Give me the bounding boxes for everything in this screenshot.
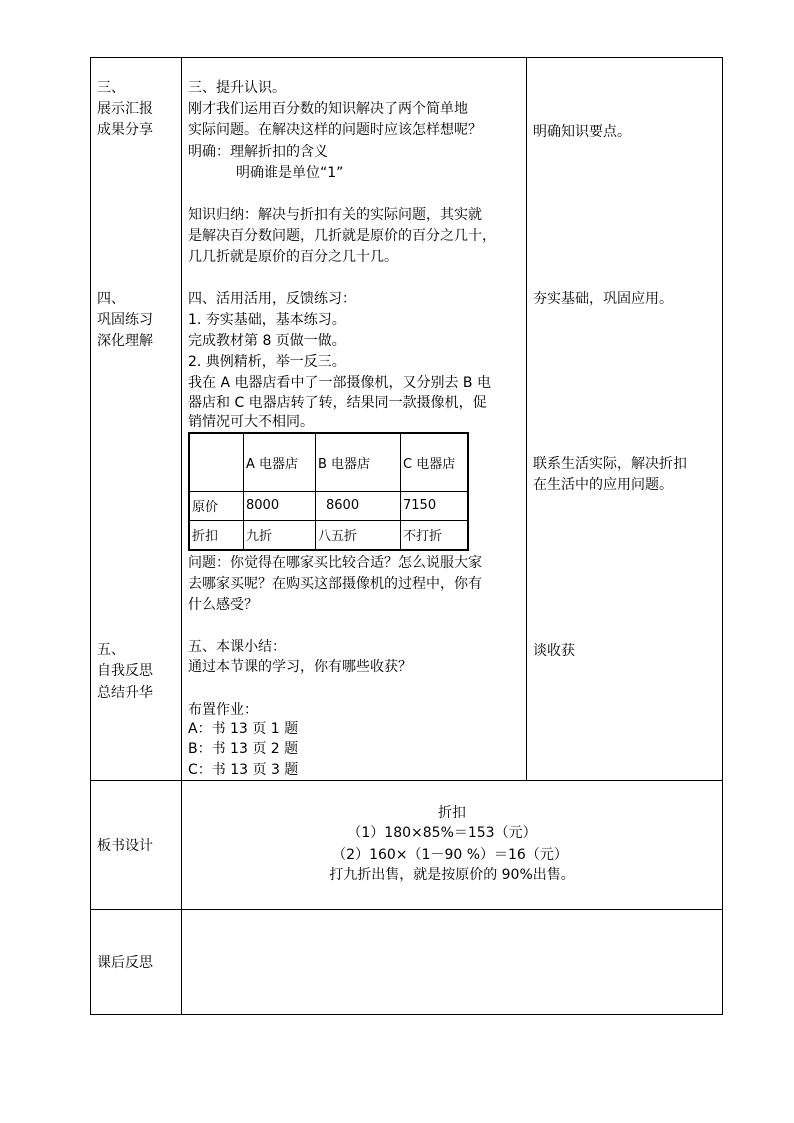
table-cell: 8000 xyxy=(244,491,316,520)
section4-content-line: 1. 夯实基础，基本练习。 xyxy=(188,312,346,328)
outer-border-top xyxy=(90,57,723,58)
outer-border-left xyxy=(90,57,91,1015)
reflection-content-area[interactable] xyxy=(183,911,721,1013)
section5-content-line: B：书 13 页 2 题 xyxy=(188,741,299,757)
table-header-cell xyxy=(189,433,244,491)
section3-content-line: 明确：理解折扣的含义 xyxy=(188,144,328,160)
store-price-table xyxy=(188,432,469,549)
section5-content-line: C：书 13 页 3 题 xyxy=(188,762,299,778)
table-cell: 7150 xyxy=(401,491,469,520)
section5-step-title-line1: 自我反思 xyxy=(97,663,153,679)
section4-content-line: 2. 典例精析，举一反三。 xyxy=(188,354,346,370)
section3-note: 明确知识要点。 xyxy=(533,124,631,140)
table-cell: 8600 xyxy=(316,491,401,520)
board-title: 折扣 xyxy=(438,805,466,821)
section4-content-line: 我在 A 电器店看中了一部摄像机，又分别去 B 电 xyxy=(188,375,491,391)
section5-content-line: 五、本课小结： xyxy=(188,639,286,655)
table-header-cell: B 电器店 xyxy=(316,433,401,491)
section4-note-line: 在生活中的应用问题。 xyxy=(533,477,673,493)
board-line: （1）180×85%＝153（元） xyxy=(347,825,537,841)
section3-content-line: 三、提升认识。 xyxy=(188,80,286,96)
section4-step-title-line2: 深化理解 xyxy=(97,333,153,349)
section4-question-line: 去哪家买呢？在购买这部摄像机的过程中，你有 xyxy=(188,576,482,592)
section4-question-line: 什么感受？ xyxy=(188,597,258,613)
section3-content-line: 明确谁是单位“1” xyxy=(236,165,344,181)
board-line: （2）160×（1－90 %）＝16（元） xyxy=(332,847,568,863)
column-divider-2 xyxy=(526,57,527,780)
section4-step-title-line1: 巩固练习 xyxy=(97,312,153,328)
table-cell: 不打折 xyxy=(401,520,469,550)
section3-content-line: 实际问题。在解决这样的问题时应该怎样想呢？ xyxy=(188,122,482,138)
board-line: 打九折出售，就是按原价的 90%出售。 xyxy=(329,867,575,883)
section4-content-line: 四、活用活用，反馈练习： xyxy=(188,291,356,307)
table-cell: 九折 xyxy=(244,520,316,550)
section4-question-line: 问题：你觉得在哪家买比较合适？怎么说服大家 xyxy=(188,555,482,571)
section4-content-line: 完成教材第 8 页做一做。 xyxy=(188,333,346,349)
section3-step-title-line2: 成果分享 xyxy=(97,122,153,138)
section3-step-number: 三、 xyxy=(97,80,125,96)
section3-content-line: 刚才我们运用百分数的知识解决了两个简单地 xyxy=(188,101,468,117)
board-design-label: 板书设计 xyxy=(97,838,153,854)
table-header-cell: C 电器店 xyxy=(401,433,469,491)
row-divider-board xyxy=(90,780,723,781)
row-divider-reflection xyxy=(90,909,723,910)
section3-step-title-line1: 展示汇报 xyxy=(97,101,153,117)
table-header-cell: A 电器店 xyxy=(244,433,316,491)
section4-content-line: 销情况可大不相同。 xyxy=(188,414,314,430)
section4-step-number: 四、 xyxy=(97,291,125,307)
section5-step-number: 五、 xyxy=(97,642,125,658)
section3-content-line: 几几折就是原价的百分之几十几。 xyxy=(188,249,398,265)
section4-content-line: 器店和 C 电器店转了转，结果同一款摄像机，促 xyxy=(188,395,487,411)
section4-note-line: 联系生活实际，解决折扣 xyxy=(533,456,687,472)
section5-step-title-line2: 总结升华 xyxy=(97,685,153,701)
table-cell: 折扣 xyxy=(189,520,244,550)
reflection-label: 课后反思 xyxy=(97,955,153,971)
section5-note: 谈收获 xyxy=(533,643,575,659)
table-cell: 原价 xyxy=(189,491,244,520)
section5-content-line: 通过本节课的学习，你有哪些收获？ xyxy=(188,659,412,675)
outer-border-bottom xyxy=(90,1014,723,1015)
section5-content-line: A：书 13 页 1 题 xyxy=(188,721,299,737)
table-cell: 八五折 xyxy=(316,520,401,550)
section5-content-line: 布置作业： xyxy=(188,702,258,718)
section3-content-line: 知识归纳：解决与折扣有关的实际问题，其实就 xyxy=(188,207,482,223)
outer-border-right xyxy=(722,57,723,1015)
section4-note: 夯实基础，巩固应用。 xyxy=(533,291,673,307)
section3-content-line: 是解决百分数问题，几折就是原价的百分之几十， xyxy=(188,228,496,244)
